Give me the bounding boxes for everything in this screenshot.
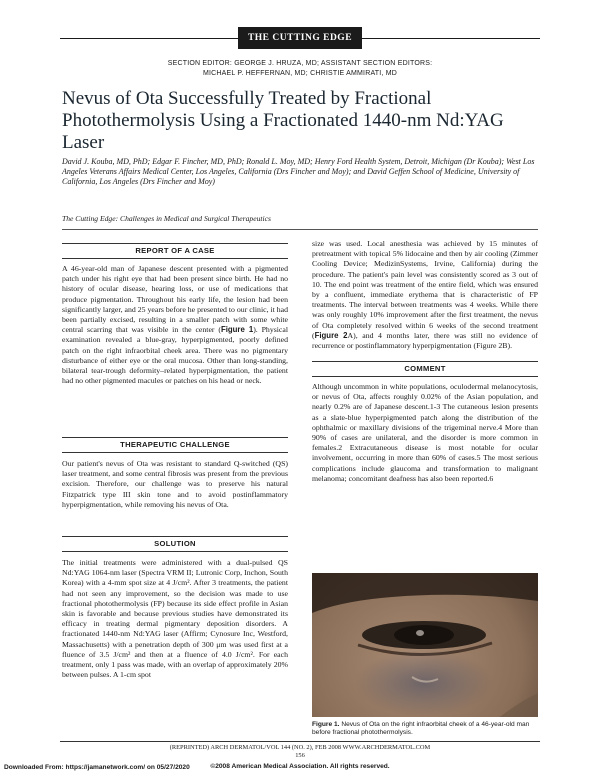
figure-1-caption bbox=[312, 721, 538, 737]
report-heading: REPORT OF A CASE bbox=[62, 243, 288, 259]
footer-citation: (REPRINTED) ARCH DERMATOL/VOL 144 (NO. 2), FEB 2008 WWW.ARCHDERMATOL.COM bbox=[169, 744, 431, 751]
download-stamp: Downloaded From: https://jamanetwork.com/ on 05/27/2020 bbox=[4, 764, 190, 771]
solution-paragraph: The initial treatments were administered with a dual-pulsed QS Nd:YAG 1064-nm laser (Spectra VRM II; Lutronic Corp, Inchon, South Korea) with a 4-mm spot size at 4 J/cm². After 3 treatments, the patient had not seen any improvement, so the decision was made to use fractional photothermolysis (FP) because its side effect profile in Asian skin is favorable and because previous studies have demonstrated its efficacy in treating dermal pigmentary deposition disorders. A fractionated 1440-nm Nd:YAG laser (Affirm; Cynosure Inc, Westford, Massachusetts) with a penetration depth of 300 μm was used first at a fluence of 3.5 J/cm² and then at a fluence of 4.0 J/cm². For each treatment, only 1 pass was made, with an overlap of approximately 20% between pulses. A 1-cm spot bbox=[62, 558, 288, 680]
comment-heading: COMMENT bbox=[312, 361, 538, 377]
editors-line-2: MICHAEL P. HEFFERNAN, MD; CHRISTIE AMMIRATI, MD bbox=[202, 69, 397, 77]
copyright-notice: ©2008 American Medical Association. All rights reserved. bbox=[210, 763, 390, 770]
report-paragraph: A 46-year-old man of Japanese descent presented with a pigmented patch under his right eye that had been present since birth. He had no history of ocular disease, hearing loss, or use of medications that produce pigmentation. Throughout his early life, the lesion had been significantly larger, and 25 years before he presented to our clinic, it had been partially excised, resulting in a smaller patch with some white central scarring that was visible in the center (Figure 1). Physical examination revealed a blue-gray, hyperpigmented, poorly defined patch on the right infraorbital cheek area. There was no pigmentary disturbance of either eye or the oral mucosa. Other than long-standing, bilateral tear-trough deformity–related hyperpigmentation, the patient had no other pigmented macules or patches on his head or neck. bbox=[62, 264, 289, 386]
challenge-paragraph: Our patient's nevus of Ota was resistant to standard Q-switched (QS) laser treatment, and some central fibrosis was present from the previous excision. Therefore, our challenge was to preserve his natural Fitzpatrick type III skin tone and to avoid postinflammatory hyperpigmentation, while removing his nevus of Ota. bbox=[62, 459, 288, 509]
figure-1-label: Figure 1. bbox=[312, 721, 340, 728]
figure-2-ref: Figure 2 bbox=[314, 330, 348, 340]
series-rule bbox=[62, 229, 538, 230]
comment-paragraph: Although uncommon in white populations, oculodermal melanocytosis, or nevus of Ota, affects roughly 0.02% of the Asian population, and nearly 0.2% are of Japanese descent.1-3 The cutaneous lesion presents as a slate-blue hyperpigmented patch along the distribution of the ophthalmic or maxillary divisions of the trigeminal nerve.4 More than 90% of cases are unilateral, and the disorder is more common in females.2 Extracutaneous disease is most notable for ocular involvement, occurring in more than 60% of cases.5 The most serious complications include glaucoma and transformation to malignant melanoma; concomitant deafness has also been reported.6 bbox=[312, 382, 538, 483]
article-title: Nevus of Ota Successfully Treated by Fractional Photothermolysis Using a Fractionated 1440-nm Nd:YAG Laser bbox=[62, 88, 504, 153]
article-authors: David J. Kouba, MD, PhD; Edgar F. Fincher, MD, PhD; Ronald L. Moy, MD; Henry Ford Health System, Detroit, Michigan (Dr Kouba); West Los Angeles Veterans Affairs Medical Center, Los Angeles, California (Drs Fincher and Moy); and David Geffen School of Medicine, University of California, Los Angeles (Drs Fincher and Moy) bbox=[62, 157, 535, 187]
section-editors bbox=[60, 59, 540, 78]
footer-rule bbox=[60, 741, 540, 742]
figure-1-caption-text: Nevus of Ota on the right infraorbital cheek of a 46-year-old man before fractional photothermolysis. bbox=[312, 721, 530, 736]
section-banner: THE CUTTING EDGE bbox=[238, 27, 362, 49]
solution-continued-paragraph: size was used. Local anesthesia was achieved by 15 minutes of pretreatment with topical 5% lidocaine and then by air cooling (Zimmer Cooling Device; MedizinSystems, Irvine, California) during the procedure. The patient's pain level was consistently scored as 3 out of 10. The end point was treatment of the entire field, which was ensured by a confluent, immediate erythema that is characteristic of FP treatments. The interval between treatments was 4 weeks. While there was only roughly 10% improvement after the first treatment, the nevus of Ota completely resolved within 6 weeks of the second treatment (Figure 2A), and 4 months later, there was still no evidence of recurrence or postinflammatory hyperpigmentation (Figure 2B). bbox=[312, 239, 539, 351]
series-title: The Cutting Edge: Challenges in Medical and Surgical Therapeutics bbox=[62, 214, 271, 223]
figure-1-ref: Figure 1 bbox=[220, 325, 254, 335]
figure-1-photo bbox=[312, 573, 538, 717]
challenge-heading: THERAPEUTIC CHALLENGE bbox=[62, 437, 288, 453]
page-number: 156 bbox=[295, 752, 305, 759]
solution-heading: SOLUTION bbox=[62, 536, 288, 552]
editors-line-1: SECTION EDITOR: GEORGE J. HRUZA, MD; ASSISTANT SECTION EDITORS: bbox=[167, 60, 433, 67]
